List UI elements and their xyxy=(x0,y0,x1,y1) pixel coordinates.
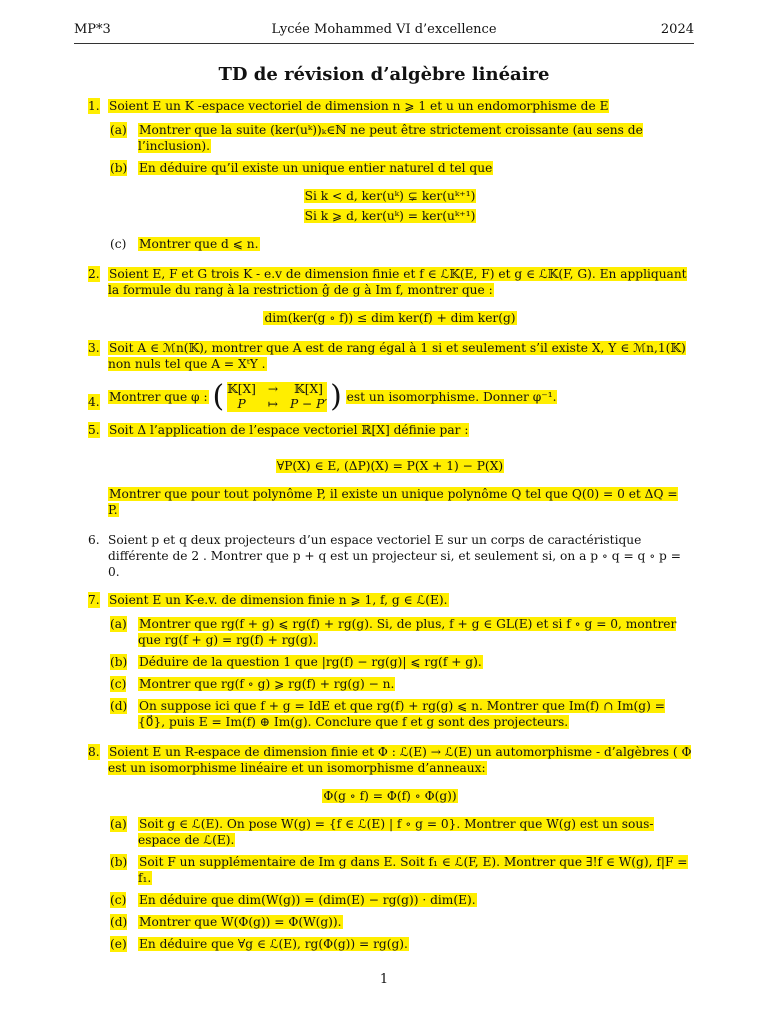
sub-label: (b) xyxy=(110,655,128,669)
exercise-1b xyxy=(110,160,692,176)
exercise-7b xyxy=(110,654,692,670)
header-rule xyxy=(74,43,694,44)
display-formula xyxy=(88,458,692,474)
exercise-number: 7. xyxy=(88,593,100,607)
exercise-6 xyxy=(88,532,692,580)
header-class: MP*3 xyxy=(74,22,111,37)
sub-text: On suppose ici que f + g = IdE et que rg(f) + rg(g) ⩽ n. Montrer que Im(f) ∩ Im(g) = {0⃗}, puis E = Im(f) ⊕ Im(g). Conclure que f et g sont des projecteurs. xyxy=(138,699,665,729)
exercise-text: Soient E un K-e.v. de dimension finie n ⩾ 1, f, g ∈ ℒ(E). xyxy=(109,593,448,607)
exercise-8 xyxy=(88,744,692,952)
sub-text: Montrer que rg(f + g) ⩽ rg(f) + rg(g). Si, de plus, f + g ∈ GL(E) et si f ∘ g = 0, montrer que rg(f + g) = rg(f) + rg(g). xyxy=(138,617,677,647)
map-mapsto: ↦ xyxy=(267,397,279,411)
exercise-text: Soient E un K -espace vectoriel de dimension n ⩾ 1 et u un endomorphisme de E xyxy=(109,99,609,113)
exercise-number: 6. xyxy=(88,533,100,547)
sub-text: Soit F un supplémentaire de Im g dans E. Soit f₁ ∈ ℒ(F, E). Montrer que ∃!f ∈ W(g), f|F = f₁. xyxy=(138,855,688,885)
exercise-number: 1. xyxy=(88,99,100,113)
exercise-8c xyxy=(110,892,692,908)
exercise-text-2: Montrer que pour tout polynôme P, il existe un unique polynôme Q tel que Q(0) = 0 et ΔQ = P. xyxy=(108,487,678,517)
sub-label: (c) xyxy=(110,237,127,251)
page-header xyxy=(74,22,694,40)
map-definition xyxy=(212,379,342,414)
sub-label: (c) xyxy=(110,893,127,907)
exercise-1c xyxy=(110,236,692,252)
exercise-7c xyxy=(110,676,692,692)
sub-label: (b) xyxy=(110,855,128,869)
map-arrow: → xyxy=(267,382,279,396)
display-formula xyxy=(88,788,692,804)
sub-label: (a) xyxy=(110,817,127,831)
exercise-text: Soient E, F et G trois K - e.v de dimension finie et f ∈ ℒ𝕂(E, F) et g ∈ ℒ𝕂(F, G). En appliquant la formule du rang à la restriction ĝ de g à Im f, montrer que : xyxy=(108,267,687,297)
header-school: Lycée Mohammed VI d’excellence xyxy=(271,22,497,37)
exercise-3 xyxy=(88,340,692,372)
exercise-number: 2. xyxy=(88,267,100,281)
sub-text: Montrer que rg(f ∘ g) ⩾ rg(f) + rg(g) − n. xyxy=(139,677,395,691)
header-year: 2024 xyxy=(660,22,694,37)
exercise-8e xyxy=(110,936,692,952)
formula-line: Φ(g ∘ f) = Φ(f) ∘ Φ(g)) xyxy=(323,789,457,803)
exercise-text-before: Montrer que φ : xyxy=(109,389,208,404)
map-domain: 𝕂[X] xyxy=(227,382,256,396)
sub-label: (c) xyxy=(110,677,127,691)
display-formula xyxy=(88,188,692,224)
exercise-number: 4. xyxy=(88,395,100,409)
page-title: TD de révision d’algèbre linéaire xyxy=(218,64,550,85)
sub-text: Déduire de la question 1 que |rg(f) − rg(g)| ⩽ rg(f + g). xyxy=(139,655,482,669)
sub-text: En déduire que dim(W(g)) = (dim(E) − rg(g)) · dim(E). xyxy=(139,893,476,907)
formula-line: ∀P(X) ∈ E, (ΔP)(X) = P(X + 1) − P(X) xyxy=(276,459,504,473)
sub-text: Montrer que d ⩽ n. xyxy=(139,237,259,251)
exercise-text: Soit A ∈ ℳn(𝕂), montrer que A est de rang égal à 1 si et seulement s’il existe X, Y ∈ ℳn,1(𝕂) non nuls tel que A = XᵗY . xyxy=(108,341,686,371)
exercise-8a xyxy=(110,816,692,848)
formula-line: dim(ker(g ∘ f)) ≤ dim ker(f) + dim ker(g) xyxy=(264,311,516,325)
sub-text: En déduire que ∀g ∈ ℒ(E), rg(Φ(g)) = rg(g). xyxy=(139,937,408,951)
left-paren: ( xyxy=(212,379,225,414)
exercise-2 xyxy=(88,266,692,326)
exercise-8d xyxy=(110,914,692,930)
sub-label: (d) xyxy=(110,699,128,713)
exercise-list xyxy=(88,98,692,962)
exercise-1 xyxy=(88,98,692,252)
sub-text: En déduire qu’il existe un unique entier naturel d tel que xyxy=(139,161,493,175)
formula-line-1: Si k < d, ker(uᵏ) ⊊ ker(uᵏ⁺¹) xyxy=(304,189,476,203)
exercise-4 xyxy=(88,379,692,414)
map-table xyxy=(227,382,327,412)
sub-text: Soit g ∈ ℒ(E). On pose W(g) = {f ∈ ℒ(E) | f ∘ g = 0}. Montrer que W(g) est un sous-espace de ℒ(E). xyxy=(138,817,654,847)
exercise-7 xyxy=(88,592,692,730)
exercise-text: Soient p et q deux projecteurs d’un espace vectoriel E sur un corps de caractéristique différente de 2 . Montrer que p + q est un projecteur si, et seulement si, on a p ∘ q = q ∘ p = 0. xyxy=(108,533,681,579)
exercise-text: Soit Δ l’application de l’espace vectoriel ℝ[X] définie par : xyxy=(109,423,469,437)
sub-label: (a) xyxy=(110,617,127,631)
map-codomain: 𝕂[X] xyxy=(294,382,323,396)
exercise-1a xyxy=(110,122,692,154)
exercise-number: 3. xyxy=(88,341,100,355)
exercise-7d xyxy=(110,698,692,730)
exercise-text: Soient E un R-espace de dimension finie et Φ : ℒ(E) → ℒ(E) un automorphisme - d’algèbres ( Φ est un isomorphisme linéaire et un isomorphisme d’anneaux: xyxy=(108,745,692,775)
display-formula xyxy=(88,310,692,326)
sub-label: (d) xyxy=(110,915,128,929)
page-number: 1 xyxy=(379,972,389,987)
right-paren: ) xyxy=(330,379,342,414)
exercise-number: 5. xyxy=(88,423,100,437)
sub-text: Montrer que W(Φ(g)) = Φ(W(g)). xyxy=(139,915,342,929)
exercise-5 xyxy=(88,422,692,518)
sub-label: (a) xyxy=(110,123,127,137)
exercise-number: 8. xyxy=(88,745,100,759)
sub-text: Montrer que la suite (ker(uᵏ))ₖ∈ℕ ne peut être strictement croissante (au sens de l’inclusion). xyxy=(138,123,643,153)
exercise-7a xyxy=(110,616,692,648)
formula-line-2: Si k ⩾ d, ker(uᵏ) = ker(uᵏ⁺¹) xyxy=(304,209,476,223)
sub-label: (b) xyxy=(110,161,128,175)
exercise-8b xyxy=(110,854,692,886)
sub-label: (e) xyxy=(110,937,127,951)
map-input: P xyxy=(237,397,246,411)
exercise-text-after: est un isomorphisme. Donner φ⁻¹. xyxy=(346,389,557,404)
map-output: P − P′ xyxy=(289,397,328,411)
